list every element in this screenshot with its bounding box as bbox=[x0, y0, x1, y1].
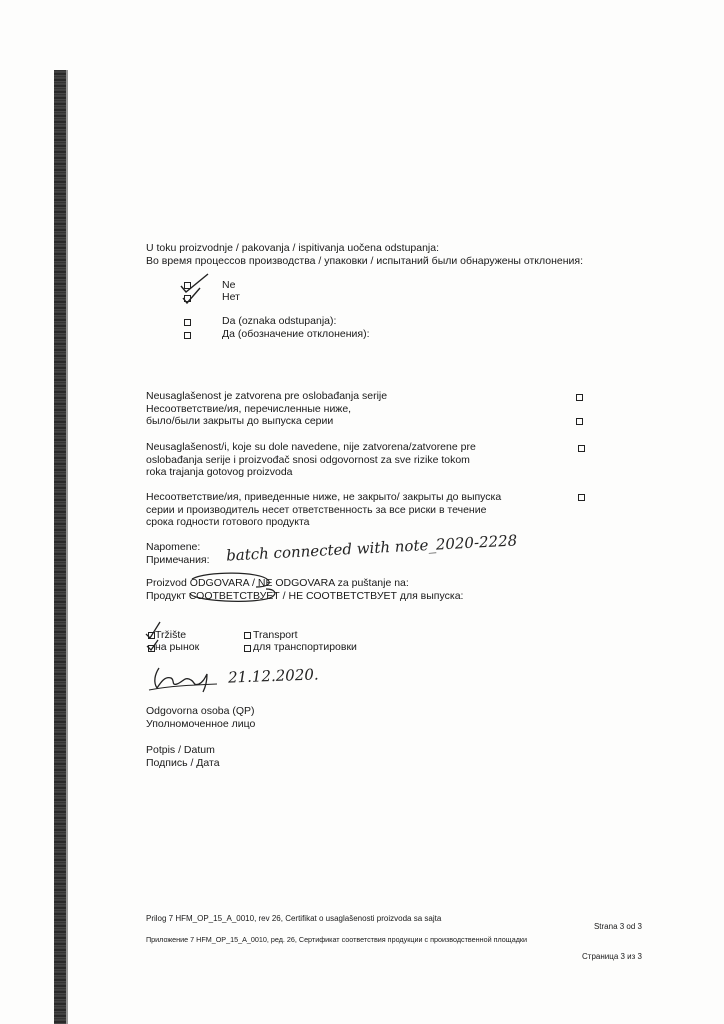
nonconformity-line: срока годности готового продукта bbox=[146, 516, 310, 528]
release-choice-ru: СООТВЕТСТВУЕТ bbox=[188, 590, 280, 602]
signature-scribble-icon bbox=[145, 664, 219, 696]
nonconformity-line: Несоответствие/ия, приведенные ниже, не закрыто/ закрыты до выпуска bbox=[146, 491, 502, 503]
nonconformity-line: Несоответствие/ия, перечисленные ниже, bbox=[146, 402, 352, 415]
nonconformity-line: Neusaglašenost je zatvorena pre oslobađanja serije bbox=[146, 390, 388, 402]
nonconformity-checkbox-1-ru[interactable] bbox=[576, 418, 583, 425]
yes-checkbox-ru[interactable] bbox=[184, 332, 191, 339]
release-choice-sr: ODGOVARA bbox=[189, 577, 250, 589]
nonconformity-checkbox-2[interactable] bbox=[578, 445, 585, 452]
nonconformity-block-2 bbox=[146, 441, 476, 479]
market-label-sr: Tržište bbox=[155, 629, 187, 641]
qp-label-ru: Уполномоченное лицо bbox=[146, 718, 256, 730]
footer-line-sr: Prilog 7 HFM_OP_15_A_0010, rev 26, Certifikat o usaglašenosti proizvoda sa sajta bbox=[146, 914, 442, 923]
nonconformity-block-1 bbox=[146, 390, 387, 428]
nonconformity-line: было/были закрыты до выпуска серии bbox=[146, 415, 334, 427]
nonconformity-line: oslobađanja serije i proizvođač snosi odgovornost za sve rizike tokom bbox=[146, 453, 470, 466]
notes-label-sr: Napomene: bbox=[146, 541, 201, 553]
transport-checkbox-ru[interactable] bbox=[244, 645, 251, 652]
nonconformity-block-3 bbox=[146, 491, 501, 529]
transport-checkbox-sr[interactable] bbox=[244, 632, 251, 639]
signature-date-handwritten: 21.12.2020. bbox=[227, 665, 319, 687]
nonconformity-line: Neusaglašenost/i, koje su dole navedene, nije zatvorena/zatvorene pre bbox=[146, 441, 476, 453]
release-suffix-ru: / НЕ СООТВЕТСТВУЕТ для выпуска: bbox=[279, 590, 464, 602]
binding-edge bbox=[66, 70, 68, 1024]
yes-label-sr: Da (oznaka odstupanja): bbox=[222, 315, 337, 327]
nonconformity-line: серии и производитель несет ответственность за все риски в течение bbox=[146, 503, 487, 516]
nonconformity-checkbox-3[interactable] bbox=[578, 494, 585, 501]
release-prefix-sr: Proizvod bbox=[146, 577, 190, 589]
deviations-question-sr: U toku proizvodnje / pakovanja / ispitivanja uočena odstupanja: bbox=[146, 242, 440, 254]
notes-handwritten: batch connected with note_2020-2228 bbox=[225, 531, 518, 565]
notes-label-ru: Примечания: bbox=[146, 554, 210, 566]
transport-label-sr: Transport bbox=[253, 629, 298, 641]
release-prefix-ru: Продукт bbox=[146, 590, 189, 602]
page-number-ru: Страница 3 из 3 bbox=[582, 952, 642, 961]
page-number-sr: Strana 3 od 3 bbox=[593, 922, 642, 931]
no-label-ru: Нет bbox=[222, 291, 240, 303]
binding-strip bbox=[54, 70, 66, 1024]
deviations-question-ru: Во время процессов производства / упаковки / испытаний были обнаружены отклонения: bbox=[146, 255, 583, 267]
release-suffix-sr: / NE ODGOVARA za puštanje na: bbox=[249, 577, 409, 589]
yes-checkbox-sr[interactable] bbox=[184, 319, 191, 326]
nonconformity-line: roka trajanja gotovog proizvoda bbox=[146, 466, 293, 478]
transport-label-ru: для транспортировки bbox=[253, 641, 357, 653]
release-circle-icon bbox=[186, 571, 280, 607]
sign-date-label-sr: Potpis / Datum bbox=[146, 744, 215, 756]
nonconformity-checkbox-1[interactable] bbox=[576, 394, 583, 401]
no-checkmark-icon bbox=[178, 272, 214, 306]
market-label-ru: на рынок bbox=[155, 641, 200, 653]
yes-label-ru: Да (обозначение отклонения): bbox=[222, 328, 370, 340]
qp-label-sr: Odgovorna osoba (QP) bbox=[146, 705, 255, 717]
footer-line-ru: Приложение 7 HFM_OP_15_A_0010, ред. 26, Сертификат соответствия продукции с производственной площадки bbox=[146, 935, 528, 944]
sign-date-label-ru: Подпись / Дата bbox=[146, 757, 220, 769]
no-label-sr: Ne bbox=[222, 279, 236, 291]
